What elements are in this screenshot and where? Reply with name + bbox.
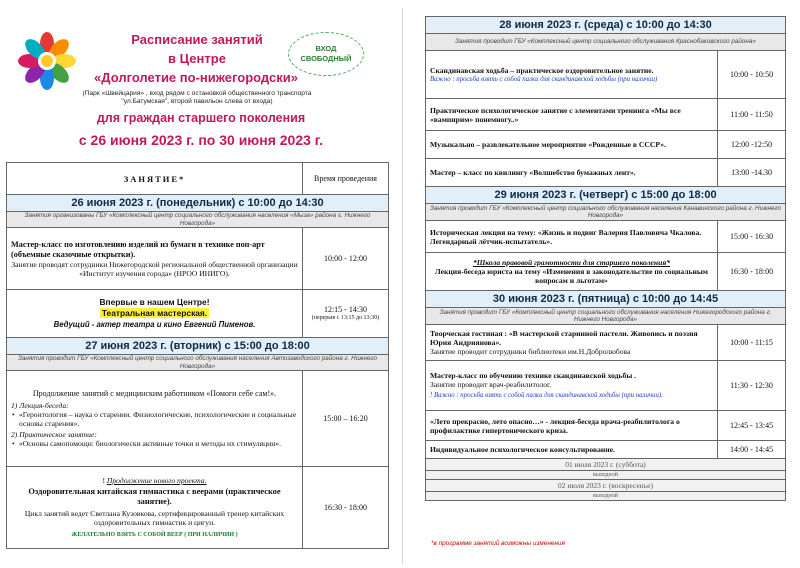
schedule-page-right	[402, 8, 792, 564]
break-note: (перерыв с 13:15 до 13:30)	[311, 315, 380, 321]
activity-desc: Занятие проводят сотрудники Нижегородской региональной общественной организации «Институт изучения города» (НРОО ИНИГО).	[11, 259, 298, 278]
day-heading-5: 30 июня 2023 г. (пятница) с 10:00 до 14:45	[426, 291, 786, 308]
time-cell: 13:00 -14.30	[718, 159, 786, 187]
org-note-3: Занятия проводит ГБУ «Комплексный центр социального обслуживания Краснобаковского района»	[426, 34, 786, 51]
list-heading-2: 2) Практическое занятие:	[11, 430, 97, 439]
time-cell: 10:00 - 10:50	[718, 51, 786, 99]
subtitle: для граждан старшего поколения	[96, 111, 306, 125]
time-cell: 11:30 - 12:30	[718, 361, 786, 411]
fan-note: ЖЕЛАТЕЛЬНО ВЗЯТЬ С СОБОЙ ВЕЕР ( ПРИ НАЛИЧИИ )	[71, 531, 238, 538]
saturday-off: выходной	[426, 471, 786, 480]
time-value: 12:15 - 14:30	[323, 305, 368, 314]
day-heading-4: 29 июня 2023 г. (четверг) с 15:00 до 18:00	[426, 187, 786, 204]
day-heading-2: 27 июня 2023 г. (вторник) с 15:00 до 18:00	[7, 338, 389, 355]
warning-icon: !	[102, 475, 105, 485]
activity-cell: Индивидуальное психологическое консультирование.	[426, 441, 718, 459]
title-line-2: в Центре	[168, 51, 226, 66]
activity-cell	[426, 325, 718, 361]
saturday-heading: 01 июля 2023 г. (суббота)	[426, 459, 786, 471]
date-range: с 26 июня 2023 г. по 30 июня 2023 г.	[78, 132, 324, 148]
activity-title: Продолжение занятий с медицинским работником «Помоги себе сам!».	[32, 389, 277, 398]
activity-cell	[7, 371, 303, 467]
day-heading-3: 28 июня 2023 г. (среда) с 10:00 до 14:30	[426, 17, 786, 34]
list-heading-1: 1) Лекция-беседа:	[11, 401, 69, 410]
time-cell: 15:00 - 16:30	[718, 221, 786, 253]
org-note-1: Занятия организованы ГБУ «Комплексный центр социального обслуживания населения «Мыза» района г. Нижнего Новгорода»	[7, 212, 389, 228]
flower-logo-icon	[16, 30, 78, 92]
activity-cell: «Лето прекрасно, лето опасно…» - лекция-беседа врача-реабилитолога о профилактике гипертонического криза.	[426, 411, 718, 441]
activity-desc: Цикл занятий ведет Светлана Кузовкова, сертифицированный тренер китайских оздоровительных гимнастик и цигун.	[24, 508, 285, 527]
schedule-page-left	[6, 8, 390, 564]
time-cell: 11:00 - 11:50	[718, 99, 786, 131]
activity-title: Театральная мастерская.	[101, 308, 208, 318]
free-entry-stamp: ВХОД СВОБОДНЫЙ	[288, 32, 364, 76]
title-line-3: «Долголетие по-нижегородски»	[94, 70, 298, 85]
activity-title: Скандинавская ходьба – практическое оздоровительное занятие.	[430, 65, 654, 75]
schedule-table-right	[425, 16, 786, 501]
address-note: (Парк «Швейцария» , вход рядом с остановкой общественного транспорта "ул.Батумская", второй павильон слева от входа)	[82, 90, 312, 105]
time-cell	[303, 290, 389, 338]
activity-cell	[7, 467, 303, 549]
footnote: *в программе занятий возможны изменения	[431, 540, 565, 547]
activity-title: Творческая гостиная : «В мастерской старинной пастели. Живопись и поэзия Юрия Андриянова».	[430, 329, 698, 347]
activity-desc: Ведущий - актер театра и кино Евгений Пименов.	[53, 320, 256, 329]
time-cell: 12:45 - 13:45	[718, 411, 786, 441]
activity-cell: Практическое психологическое занятие с элементами тренинга «Мы все «вампирим» понемногу..»	[426, 99, 718, 131]
activity-cell: Музыкально – развлекательное мероприятие «Рожденные в СССР».	[426, 131, 718, 159]
project-label: Продолжение нового проекта.	[106, 475, 207, 485]
header-activity: ЗАНЯТИЕ*	[7, 163, 303, 195]
time-cell: 10:00 - 12:00	[303, 228, 389, 290]
activity-desc: Занятие проводит врач-реабилитолог.	[430, 380, 552, 389]
activity-cell	[426, 51, 718, 99]
activity-cell	[426, 361, 718, 411]
activity-cell: Мастер – класс по квилингу «Волшебство бумажных лент».	[426, 159, 718, 187]
time-cell: 12:00 -12:50	[718, 131, 786, 159]
time-cell: 16:30 - 18:00	[718, 253, 786, 291]
list-item: • «Геронтология – наука о старении. Физиологические, психологические и социальные основы старения».	[11, 410, 298, 428]
org-note-5: Занятия проводит ГБУ «Комплексный центр социального обслуживания населения Нижегородского района г. Нижнего Новгорода»	[426, 308, 786, 325]
activity-title: Мастер-класс по обучению технике скандинавской ходьбы .	[430, 371, 637, 380]
time-cell: 14:00 - 14:45	[718, 441, 786, 459]
activity-cell	[7, 228, 303, 290]
school-label: *Школа правовой грамотности для старшего поколения*	[472, 258, 671, 267]
activity-desc: Занятие проводит сотрудники библиотеки им.Н.Добролюбова	[430, 347, 631, 356]
activity-cell	[7, 290, 303, 338]
list-item: • «Основы самопомощи: биологически активные точки и методы их стимуляции».	[11, 439, 298, 448]
sunday-heading: 02 июля 2023 г. (воскресенье)	[426, 480, 786, 492]
activity-title: Мастер-класс по изготовлению изделий из бумаги в технике поп-арт (объемные сказочные открытки).	[11, 239, 265, 259]
org-note-2: Занятия проводит ГБУ «Комплексный центр социального обслуживания населения Автозаводского района г. Нижнего Новгорода»	[7, 355, 389, 371]
first-time-label: Впервые в нашем Центре!	[99, 297, 210, 307]
activity-note: ! Важно : просьба взять с собой палки для скандинавской ходьбы (при наличии).	[430, 392, 663, 399]
time-cell: 16:30 - 18:00	[303, 467, 389, 549]
time-cell: 15:00 – 16:20	[303, 371, 389, 467]
header-time: Время проведения	[303, 163, 389, 195]
activity-cell: Историческая лекция на тему: «Жизнь и подвиг Валерия Павловича Чкалова. Легендарный лётчик-испытатель».	[426, 221, 718, 253]
sunday-off: выходной	[426, 492, 786, 501]
activity-title: Оздоровительная китайская гимнастика с веерами (практическое занятие).	[28, 486, 281, 506]
activity-cell	[426, 253, 718, 291]
activity-note: Важно : просьба взять с собой палки для скандинавской ходьбы (при наличии)	[430, 75, 658, 83]
schedule-table-left	[6, 162, 389, 549]
day-heading-1: 26 июня 2023 г. (понедельник) с 10:00 до 14:30	[7, 195, 389, 212]
time-cell: 10:00 - 11:15	[718, 325, 786, 361]
title-line-1: Расписание занятий	[131, 32, 263, 47]
activity-title: Лекция-беседа юриста на тему «Изменения в законодательстве по социальным вопросам и льготам»	[435, 267, 708, 285]
org-note-4: Занятия проводит ГБУ «Комплексный центр социального обслуживания населения Канавинского района г. Нижнего Новгорода»	[426, 204, 786, 221]
